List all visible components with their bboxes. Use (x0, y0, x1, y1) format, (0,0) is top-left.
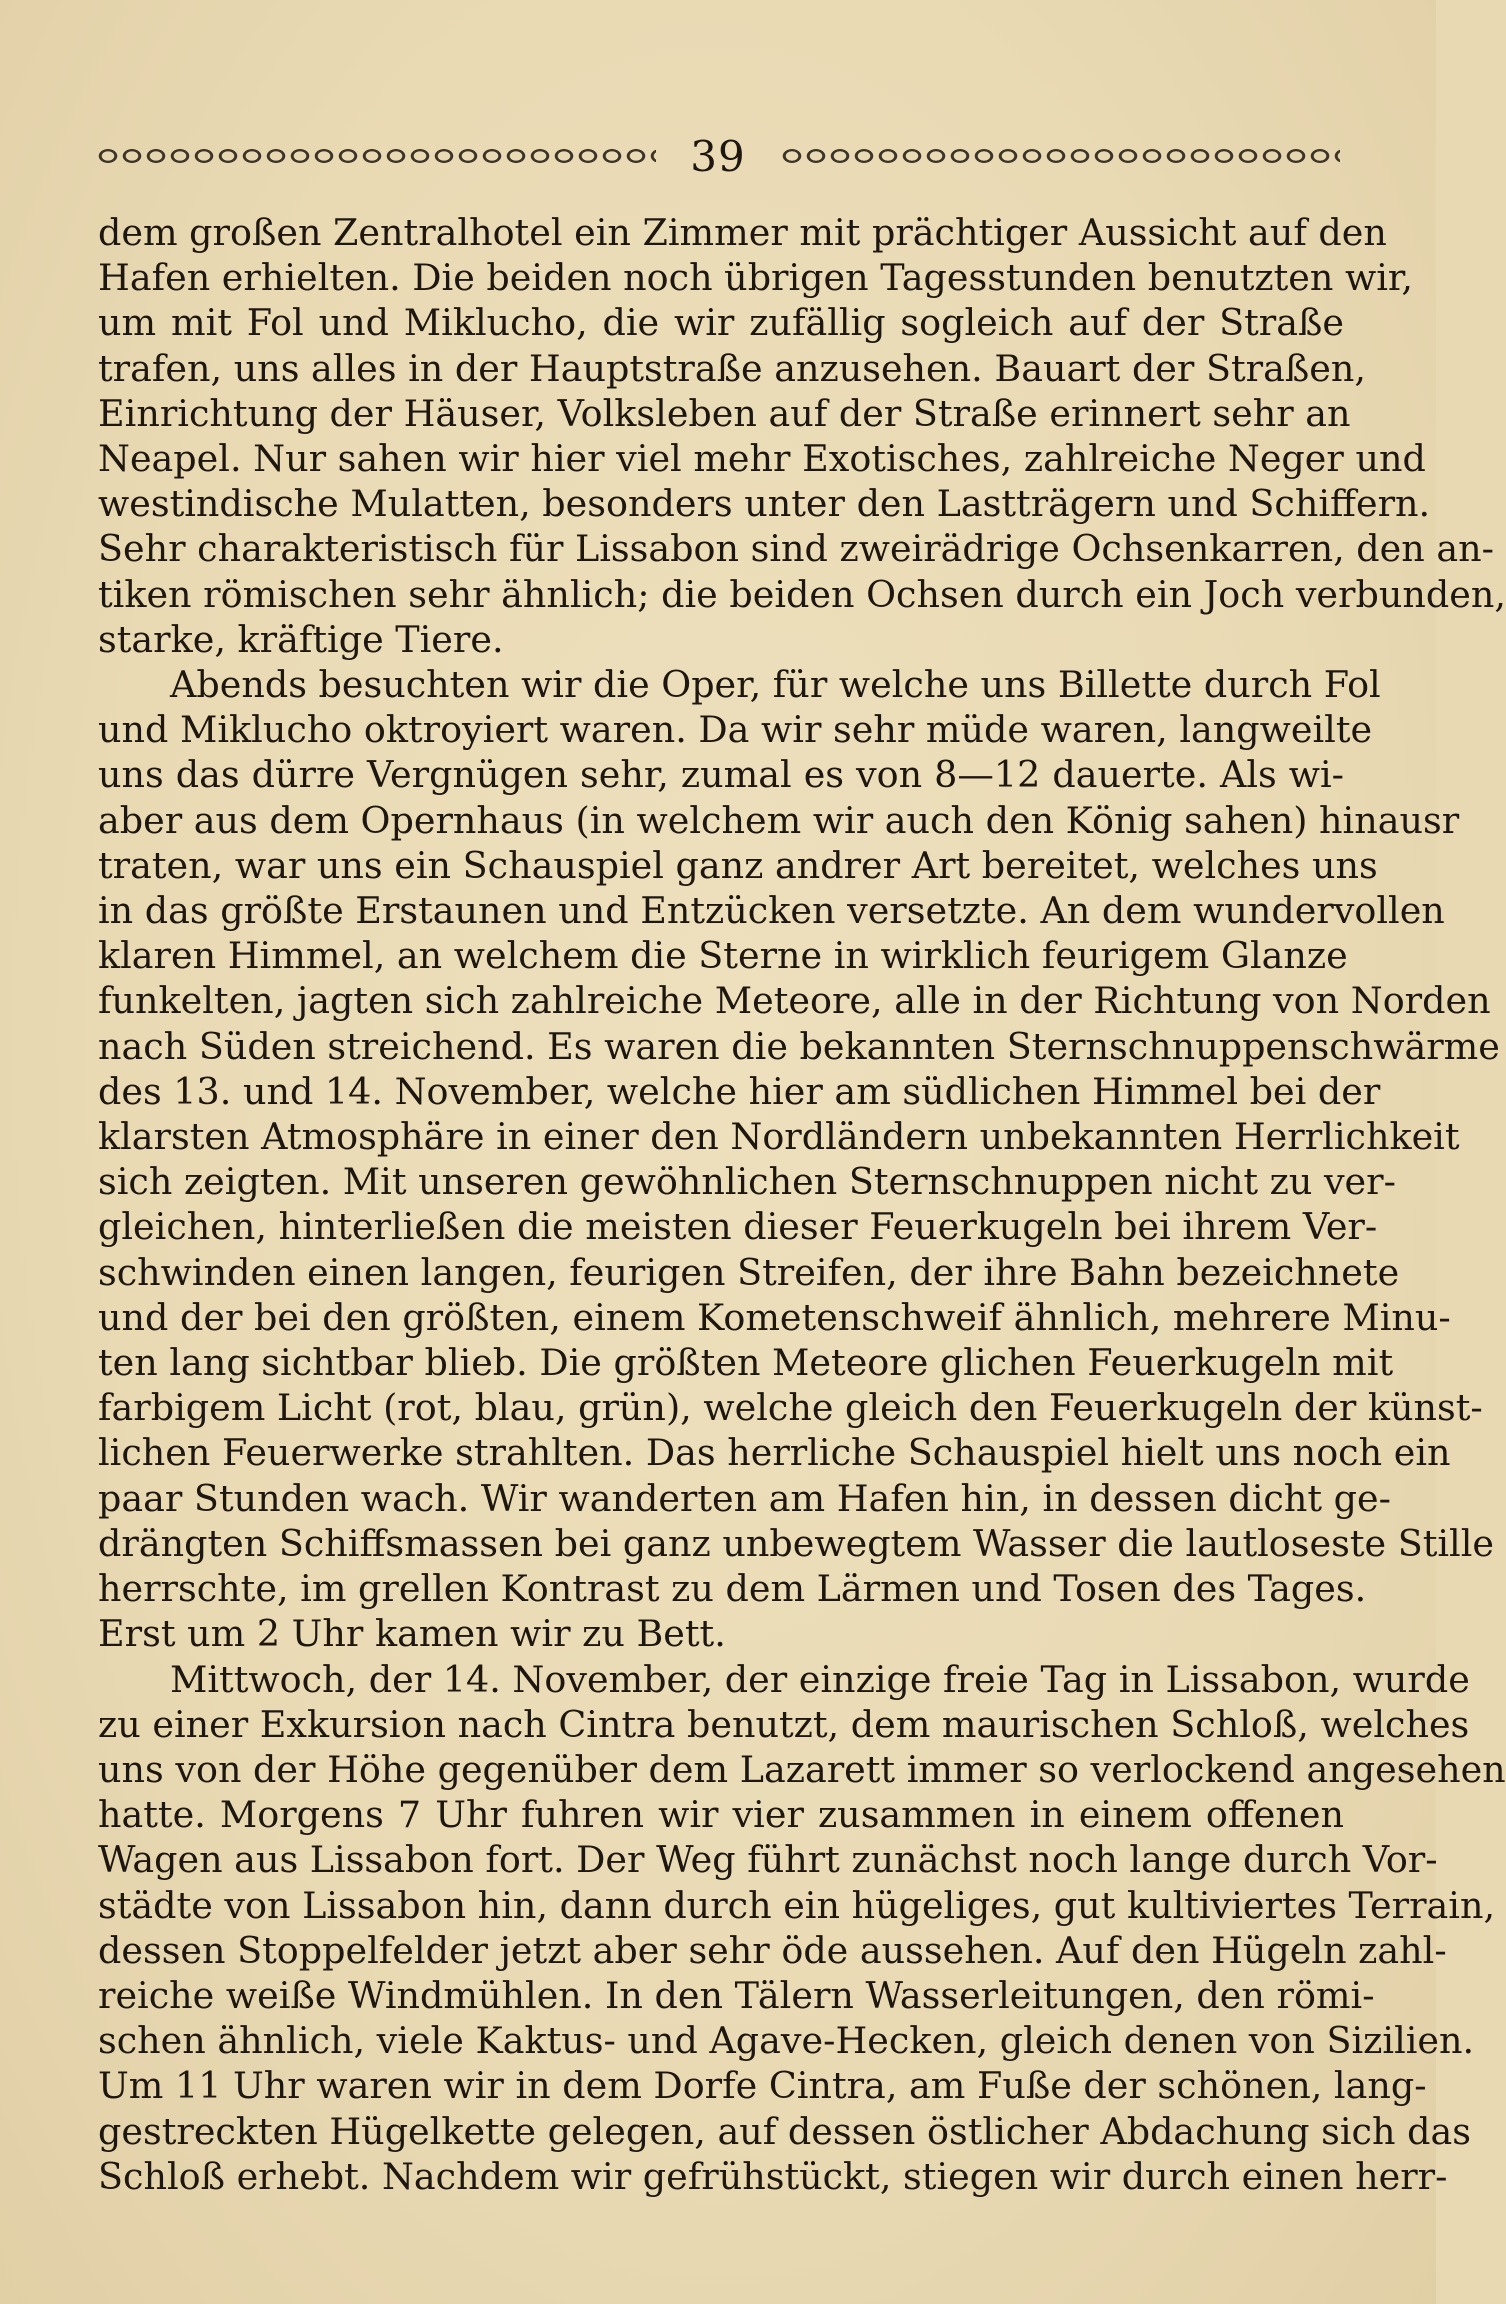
text-line: reiche weiße Windmühlen. In den Tälern Wasserleitungen, den römi- (98, 1973, 1375, 2017)
body-text (98, 210, 1506, 2199)
text-line: des 13. und 14. November, welche hier am südlichen Himmel bei der (98, 1069, 1381, 1113)
text-line: nach Süden streichend. Es waren die bekannten Sternschnuppenschwärme (98, 1024, 1500, 1068)
text-line: zu einer Exkursion nach Cintra benutzt, dem maurischen Schloß, welches (98, 1702, 1470, 1746)
text-line: uns von der Höhe gegenüber dem Lazarett immer so verlockend angesehen (98, 1747, 1506, 1791)
text-line: dessen Stoppelfelder jetzt aber sehr öde aussehen. Auf den Hügeln zahl- (98, 1928, 1447, 1972)
text-line: klarsten Atmosphäre in einer den Nordländern unbekannten Herrlichkeit (98, 1115, 1460, 1159)
text-line: in das größte Erstaunen und Entzücken versetzte. An dem wundervollen (98, 889, 1445, 933)
text-line: farbigem Licht (rot, blau, grün), welche gleich den Feuerkugeln der künst- (98, 1386, 1483, 1430)
text-line: hatte. Morgens 7 Uhr fuhren wir vier zusammen in einem offenen (98, 1793, 1344, 1837)
text-line: ten lang sichtbar blieb. Die größten Meteore glichen Feuerkugeln mit (98, 1341, 1394, 1385)
text-line: trafen, uns alles in der Hauptstraße anzusehen. Bauart der Straßen, (98, 346, 1366, 390)
text-line: klaren Himmel, an welchem die Sterne in wirklich feurigem Glanze (98, 934, 1348, 978)
text-line: tiken römischen sehr ähnlich; die beiden Ochsen durch ein Joch verbunden, (98, 572, 1506, 616)
text-line: Um 11 Uhr waren wir in dem Dorfe Cintra, am Fuße der schönen, lang- (98, 2064, 1427, 2108)
text-line: Mittwoch, der 14. November, der einzige freie Tag in Lissabon, wurde (170, 1657, 1470, 1701)
text-line: schen ähnlich, viele Kaktus- und Agave-Hecken, gleich denen von Sizilien. (98, 2019, 1475, 2063)
text-line: traten, war uns ein Schauspiel ganz andrer Art bereitet, welches uns (98, 843, 1378, 887)
text-line: lichen Feuerwerke strahlten. Das herrliche Schauspiel hielt uns noch ein (98, 1431, 1451, 1475)
right-header-ornament (780, 143, 1340, 169)
text-line: sich zeigten. Mit unseren gewöhnlichen Sternschnuppen nicht zu ver- (98, 1160, 1396, 1204)
text-line: Erst um 2 Uhr kamen wir zu Bett. (98, 1612, 726, 1656)
text-line: städte von Lissabon hin, dann durch ein hügeliges, gut kultiviertes Terrain, (98, 1883, 1496, 1927)
text-line: um mit Fol und Miklucho, die wir zufällig sogleich auf der Straße (98, 301, 1344, 345)
text-line: Wagen aus Lissabon fort. Der Weg führt zunächst noch lange durch Vor- (98, 1838, 1438, 1882)
text-line: gleichen, hinterließen die meisten dieser Feuerkugeln bei ihrem Ver- (98, 1205, 1378, 1249)
text-line: Hafen erhielten. Die beiden noch übrigen Tagesstunden benutzten wir, (98, 256, 1413, 300)
text-line: paar Stunden wach. Wir wanderten am Hafen hin, in dessen dicht ge- (98, 1476, 1391, 1520)
text-line: dem großen Zentralhotel ein Zimmer mit prächtiger Aussicht auf den (98, 211, 1387, 254)
text-line: starke, kräftige Tiere. (98, 617, 504, 661)
text-line: Neapel. Nur sahen wir hier viel mehr Exotisches, zahlreiche Neger und (98, 437, 1426, 481)
text-line: uns das dürre Vergnügen sehr, zumal es von 8—12 dauerte. Als wi- (98, 753, 1344, 797)
text-line: Schloß erhebt. Nachdem wir gefrühstückt, stiegen wir durch einen herr- (98, 2154, 1448, 2198)
page-header (96, 128, 1340, 184)
text-line: gestreckten Hügelkette gelegen, auf dessen östlicher Abdachung sich das (98, 2109, 1471, 2153)
text-line: herrschte, im grellen Kontrast zu dem Lärmen und Tosen des Tages. (98, 1567, 1367, 1611)
text-line: drängten Schiffsmassen bei ganz unbewegtem Wasser die lautloseste Stille (98, 1521, 1494, 1565)
text-line: westindische Mulatten, besonders unter den Lastträgern und Schiffern. (98, 482, 1431, 526)
text-line: und Miklucho oktroyiert waren. Da wir sehr müde waren, langweilte (98, 708, 1373, 752)
text-line: aber aus dem Opernhaus (in welchem wir auch den König sahen) hinausr (98, 798, 1460, 842)
text-line: und der bei den größten, einem Kometenschweif ähnlich, mehrere Minu- (98, 1295, 1451, 1339)
left-header-ornament (96, 143, 656, 169)
text-line: Abends besuchten wir die Oper, für welche uns Billette durch Fol (170, 663, 1381, 707)
text-line: schwinden einen langen, feurigen Streifen, der ihre Bahn bezeichnete (98, 1250, 1400, 1294)
page-number: 39 (690, 131, 746, 181)
text-line: Sehr charakteristisch für Lissabon sind zweirädrige Ochsenkarren, den an- (98, 527, 1494, 571)
text-line: funkelten, jagten sich zahlreiche Meteore, alle in der Richtung von Norden (98, 979, 1491, 1023)
text-line: Einrichtung der Häuser, Volksleben auf der Straße erinnert sehr an (98, 391, 1351, 435)
